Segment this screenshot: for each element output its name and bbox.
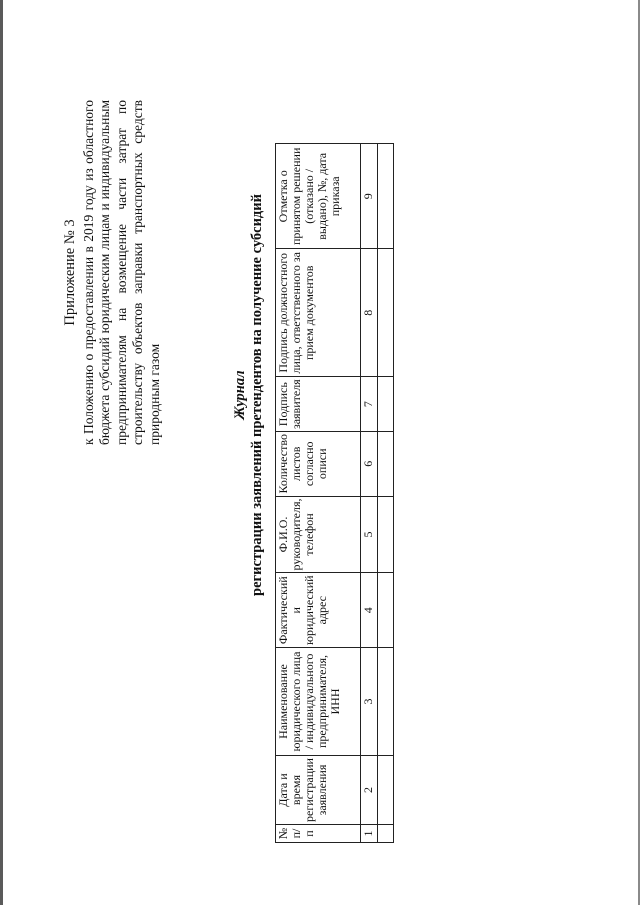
header-cell-director: Ф.И.О. руководителя, телефон bbox=[276, 496, 361, 573]
document-title bbox=[232, 185, 266, 605]
table-cell bbox=[378, 573, 394, 648]
number-cell: 8 bbox=[361, 249, 378, 377]
number-cell: 6 bbox=[361, 432, 378, 496]
header-cell-official-signature: Подпись должностного лица, ответственного за прием документов bbox=[276, 249, 361, 377]
table-cell bbox=[378, 825, 394, 843]
header-cell-address: Фактический и юридический адрес bbox=[276, 573, 361, 648]
appendix-number: Приложение № 3 bbox=[62, 219, 78, 326]
number-cell: 2 bbox=[361, 756, 378, 825]
table-cell bbox=[378, 249, 394, 377]
header-cell-applicant-signature: Подпись заявителя bbox=[276, 377, 361, 432]
number-cell: 3 bbox=[361, 648, 378, 756]
title-subtitle: регистрации заявлений претендентов на получение субсидий bbox=[249, 194, 265, 596]
appendix-header bbox=[62, 100, 163, 445]
table-cell bbox=[378, 496, 394, 573]
table-cell bbox=[378, 432, 394, 496]
header-cell-number: № п/п bbox=[276, 825, 361, 843]
number-cell: 7 bbox=[361, 377, 378, 432]
number-cell: 1 bbox=[361, 825, 378, 843]
appendix-text: к Положению о предоставлении в 2019 году из областного бюджета субсидий юридическим лицам и индивидуальным предпринимателям на возмещение части затрат по строительству объектов заправки транспортных средств природным газом bbox=[80, 100, 162, 445]
header-cell-date: Дата и время регистрации заявления bbox=[276, 756, 361, 825]
table-row bbox=[378, 144, 394, 843]
title-journal: Журнал bbox=[232, 370, 248, 420]
header-cell-sheets: Количество листов согласно описи bbox=[276, 432, 361, 496]
number-cell: 4 bbox=[361, 573, 378, 648]
registration-journal-table bbox=[275, 143, 394, 843]
table-cell bbox=[378, 648, 394, 756]
table-cell bbox=[378, 756, 394, 825]
number-cell: 9 bbox=[361, 144, 378, 249]
header-cell-name: Наименование юридического лица / индивидуального предпринимателя, ИНН bbox=[276, 648, 361, 756]
number-cell: 5 bbox=[361, 496, 378, 573]
table-number-row bbox=[361, 144, 378, 843]
table-header-row bbox=[276, 144, 361, 843]
header-cell-decision: Отметка о принятом решении (отказано / выдано), №, дата приказа bbox=[276, 144, 361, 249]
table-cell bbox=[378, 144, 394, 249]
table-cell bbox=[378, 377, 394, 432]
